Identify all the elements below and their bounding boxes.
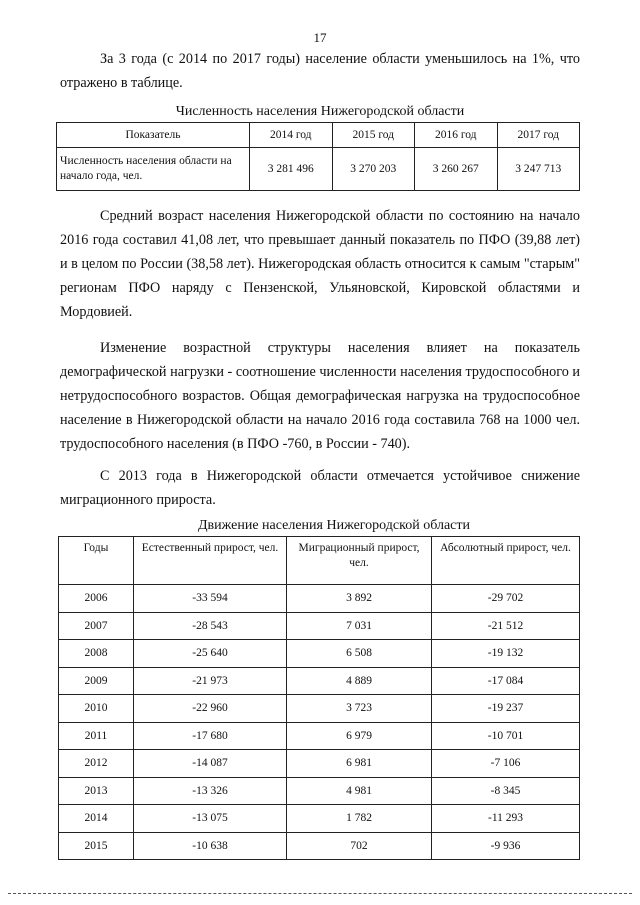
table-header-cell: 2016 год (415, 123, 498, 148)
table-cell: 6 981 (287, 750, 432, 778)
table-cell: 1 782 (287, 805, 432, 833)
table-header-cell: 2017 год (497, 123, 580, 148)
table-cell: -29 702 (432, 585, 580, 613)
table-row (59, 640, 580, 668)
table-cell: -10 638 (134, 832, 287, 860)
table-cell: -21 512 (432, 612, 580, 640)
table-cell: 4 889 (287, 667, 432, 695)
table-cell: 2006 (59, 585, 134, 613)
paragraph-population-decrease: За 3 года (с 2014 по 2017 годы) население области уменьшилось на 1%, что отражено в таблице. (60, 51, 580, 91)
table2-caption: Движение населения Нижегородской области (198, 518, 470, 533)
table-cell: -17 680 (134, 722, 287, 750)
table-row (59, 750, 580, 778)
table-cell: -9 936 (432, 832, 580, 860)
table-cell: 3 260 267 (415, 148, 498, 191)
table-cell: -10 701 (432, 722, 580, 750)
table-cell: 702 (287, 832, 432, 860)
table-cell: 2011 (59, 722, 134, 750)
table-cell: 3 892 (287, 585, 432, 613)
table-cell: 2013 (59, 777, 134, 805)
table-cell: Численность населения области на начало года, чел. (57, 148, 250, 191)
table-cell: 3 247 713 (497, 148, 580, 191)
table-header-cell: Годы (59, 537, 134, 585)
table-cell: -22 960 (134, 695, 287, 723)
table-cell: -21 973 (134, 667, 287, 695)
table-row (59, 777, 580, 805)
table-cell: -8 345 (432, 777, 580, 805)
table-header-cell: Миграционный прирост, чел. (287, 537, 432, 585)
table-row (59, 695, 580, 723)
population-movement-table (58, 536, 580, 860)
table-cell: 2015 (59, 832, 134, 860)
table-header-row (59, 537, 580, 585)
table1-caption: Численность населения Нижегородской области (175, 104, 465, 119)
paragraph-migration: С 2013 года в Нижегородской области отмечается устойчивое снижение миграционного прироста. (60, 468, 580, 508)
table-row (59, 805, 580, 833)
table-cell: -13 326 (134, 777, 287, 805)
table-row (57, 148, 580, 191)
table-cell: -11 293 (432, 805, 580, 833)
page-number: 17 (313, 30, 327, 45)
table-header-cell: Показатель (57, 123, 250, 148)
table-cell: 2010 (59, 695, 134, 723)
table-row (59, 585, 580, 613)
page-bottom-divider (8, 893, 632, 895)
table-cell: 3 270 203 (332, 148, 415, 191)
table-cell: 2009 (59, 667, 134, 695)
table-cell: 2014 (59, 805, 134, 833)
table-cell: -13 075 (134, 805, 287, 833)
table-cell: -25 640 (134, 640, 287, 668)
table-cell: 3 281 496 (250, 148, 333, 191)
table-cell: -19 132 (432, 640, 580, 668)
table-header-cell: 2014 год (250, 123, 333, 148)
table-header-cell: Естественный прирост, чел. (134, 537, 287, 585)
table-cell: -17 084 (432, 667, 580, 695)
table-row (59, 722, 580, 750)
paragraph-demographic-load: Изменение возрастной структуры населения влияет на показатель демографической нагрузки - соотношение численности населения трудоспособного и нетрудоспособного возрастов. Общая демографическая нагрузка на трудоспособное население в Нижегородской области на начало 2016 года составила 768 на 1000 чел. трудоспособного населения (в ПФО -760, в России - 740). (60, 340, 580, 452)
table-cell: 7 031 (287, 612, 432, 640)
table-header-cell: 2015 год (332, 123, 415, 148)
table-cell: -33 594 (134, 585, 287, 613)
table-row (59, 832, 580, 860)
table-cell: 2007 (59, 612, 134, 640)
table-cell: 4 981 (287, 777, 432, 805)
table-cell: 3 723 (287, 695, 432, 723)
table-cell: 2012 (59, 750, 134, 778)
table-cell: 6 979 (287, 722, 432, 750)
table-cell: -19 237 (432, 695, 580, 723)
table-header-row (57, 123, 580, 148)
table-cell: 2008 (59, 640, 134, 668)
population-table (56, 122, 580, 191)
table-row (59, 612, 580, 640)
table-header-cell: Абсолютный прирост, чел. (432, 537, 580, 585)
table-cell: -7 106 (432, 750, 580, 778)
paragraph-average-age: Средний возраст населения Нижегородской области по состоянию на начало 2016 года составил 41,08 лет, что превышает данный показатель по ПФО (39,88 лет) и в целом по России (38,58 лет). Нижегородская область относится к самым "старым" регионам ПФО наряду с Пензенской, Ульяновской, Кировской областями и Мордовией. (60, 208, 580, 320)
table-cell: -28 543 (134, 612, 287, 640)
table-cell: -14 087 (134, 750, 287, 778)
table-cell: 6 508 (287, 640, 432, 668)
table-row (59, 667, 580, 695)
